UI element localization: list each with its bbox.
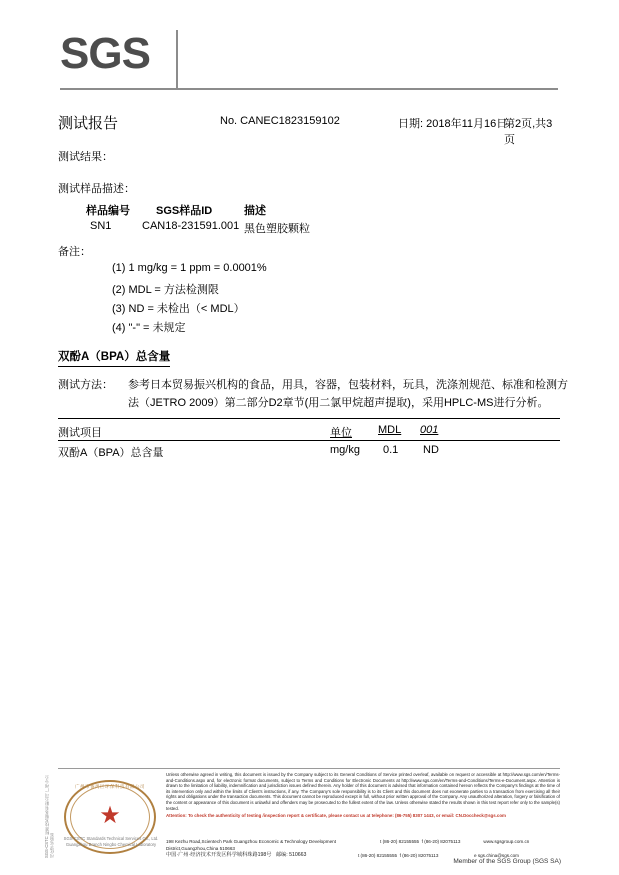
footer-address-cn <box>166 852 358 859</box>
sample-table-header-id: SGS样品ID <box>156 205 213 217</box>
stamp-side-note: SGS-CSTC 标准技术服务有限公司 广州分公司化学实验室 <box>44 775 54 858</box>
footer-tel-en: t (86-20) 82155555 <box>380 839 420 844</box>
footer-fax-en: f (86-20) 82075113 <box>421 839 461 844</box>
footer-address-en-row <box>166 838 560 852</box>
result-header-sample-001: 001 <box>420 424 439 436</box>
footer-zip-cn: 邮编: 510663 <box>275 852 307 858</box>
stamp-caption <box>58 836 164 848</box>
report-header-row <box>58 112 560 146</box>
footer-legal-paragraph: Unless otherwise agreed in writing, this document is issued by the Company subject to its General Conditions of Service printed overleaf, available on request or accessible at http://www.sgs.com/en/Terms-and-Conditions.aspx and, for electronic format documents, subject to Terms and Conditions for Electronic Documents at http://www.sgs.com/en/Terms-and-Conditions/Terms-e-Document.aspx. Attention is drawn to the limitation of liability, indemnification and jurisdiction issues defined therein. Any holder of this document is advised that information contained hereon reflects the Company's findings at the time of its intervention only and within the limits of Client's instructions, if any. The Company's sole responsibility is to its Client and this document does not exonerate parties to a transaction from exercising all their rights and obligations under the transaction documents. This document cannot be reproduced except in full, without prior written approval of the Company. Any unauthorized alteration, forgery or falsification of the content or appearance of this document is unlawful and offenders may be prosecuted to the fullest extent of the law. Unless otherwise stated the results shown in this test report refer only to the sample(s) tested. <box>166 772 560 811</box>
remark-item: (1) 1 mg/kg = 1 ppm = 0.0001% <box>112 262 267 274</box>
report-date: 日期: 2018年11月16日 <box>398 118 508 130</box>
test-method-line-2: 法（JETRO 2009）第二部分D2章节(用二氯甲烷超声提取)，采用HPLC-MS进行分析。 <box>128 397 549 409</box>
stamp-caption-line-2: Guangzhou Branch Ningbo Chemical Laboratory <box>65 842 157 847</box>
header-rule <box>60 88 558 90</box>
stamp-chinese-text: 广州市番禺区环保科技有限公司 <box>75 784 145 789</box>
sample-table-header-no: 样品编号 <box>86 205 130 217</box>
footer-address-block <box>166 838 560 859</box>
footer-address-cn-text: 中国·广州·经济技术开发区科学城科珠路198号 <box>166 852 272 858</box>
footer-web-en: www.sgsgroup.com.cn <box>483 839 530 844</box>
sample-row-id: CAN18-231591.001 <box>142 220 240 232</box>
sgs-logo <box>60 30 180 88</box>
logo-divider-tick <box>176 30 178 88</box>
result-row-item: 双酚A（BPA）总含量 <box>58 447 164 459</box>
sample-row-desc: 黑色塑胶颗粒 <box>244 223 310 235</box>
results-label: 测试结果： <box>58 151 113 163</box>
report-number: No. CANEC1823159102 <box>220 115 340 127</box>
footer-rule <box>58 768 560 769</box>
footer-legal-text <box>166 772 560 819</box>
footer-tel-cn: t (86-20) 82155555 <box>358 853 398 858</box>
test-method-line-1: 参考日本贸易振兴机构的食品，用具，容器，包装材料，玩具，洗涤剂规范、标准和检测方 <box>128 379 568 391</box>
result-table-header-rule <box>58 440 560 441</box>
member-line: Member of the SGS Group (SGS SA) <box>453 858 561 865</box>
result-row-mdl: 0.1 <box>383 444 399 456</box>
result-header-item: 测试项目 <box>58 427 102 439</box>
result-row-unit: mg/kg <box>330 444 360 456</box>
footer-mail-cn: e sgs.china@sgs.com <box>474 853 520 858</box>
star-icon: ★ <box>99 802 121 829</box>
sample-table-header-desc: 描述 <box>244 205 266 217</box>
result-row-value: ND <box>423 444 439 456</box>
footer-tel-fax-en <box>380 838 483 852</box>
sample-description-label: 测试样品描述： <box>58 183 135 195</box>
section-heading-bpa: 双酚A（BPA）总含量 <box>58 348 170 367</box>
remarks-label: 备注： <box>58 246 91 258</box>
remark-item: (3) ND = 未检出（< MDL） <box>112 303 245 315</box>
stamp-caption-line-1: SGS-CSTC Standards Technical Services Co., Ltd. <box>63 836 159 841</box>
footer-address-en: 198 Kezhu Road,Scientech Park Guangzhou Economic & Technology Development District,Guangzhou,China 510663 <box>166 839 336 851</box>
sgs-logo-text: SGS <box>60 29 150 78</box>
footer-alert-text: Attention: To check the authenticity of testing /inspection report & certificate, please contact us at telephone: (86-755) 8307 1443, or email: CN.Doccheck@sgs.com <box>166 813 506 819</box>
page-indicator: 第2页,共3页 <box>504 118 553 146</box>
company-stamp <box>62 778 158 856</box>
sample-row-no: SN1 <box>90 220 112 232</box>
test-method-label: 测试方法： <box>58 379 113 391</box>
footer-fax-cn: f (86-20) 82075113 <box>399 853 439 858</box>
result-header-unit: 单位 <box>330 427 352 439</box>
result-header-mdl: MDL <box>378 424 402 436</box>
remark-item: (4) "-" = 未规定 <box>112 322 186 334</box>
remark-item: (2) MDL = 方法检测限 <box>112 284 219 296</box>
page-title: 测试报告 <box>58 115 119 132</box>
result-table-top-rule <box>58 418 560 419</box>
